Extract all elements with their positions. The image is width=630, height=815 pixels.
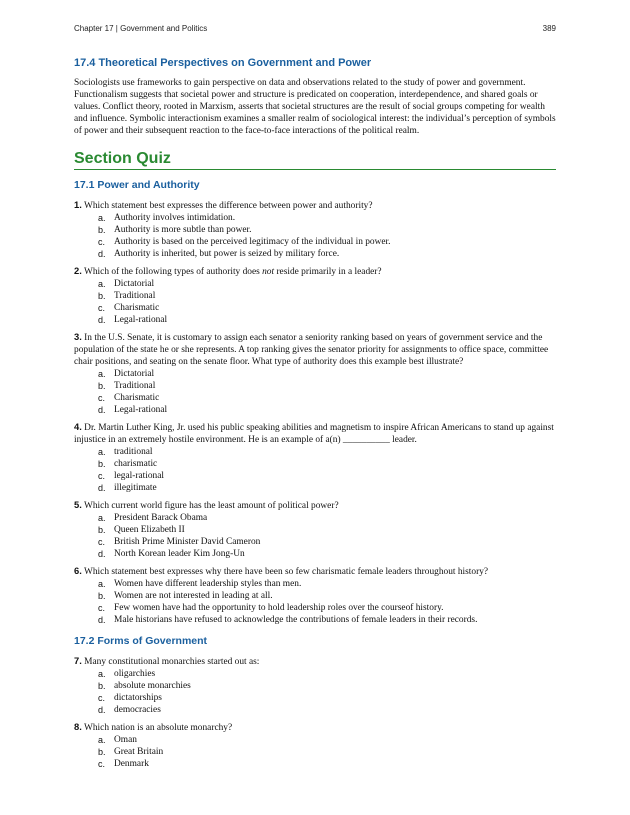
summary-paragraph: Sociologists use frameworks to gain perspective on data and observations related to the study of power and government. Functionalism suggests that societal power and structure is predicated on cooperation, interdependence, and shared goals or values. Conflict theory, rooted in Marxism, asserts that societal structures are the result of social groups competing for wealth and influence. Symbolic interactionism examines a smaller realm of sociological interest: the individual’s perception of symbols of power and their subsequent reaction to the face-to-face interactions of the political realm. <box>74 78 556 136</box>
question-number: 8. <box>74 721 82 732</box>
answer-options <box>74 212 556 260</box>
question-number: 3. <box>74 331 82 342</box>
option-text: Charismatic <box>114 303 160 313</box>
question-stem: Which current world figure has the least amount of political power? <box>84 501 339 511</box>
answer-option <box>74 758 556 770</box>
option-text: dictatorships <box>114 693 162 703</box>
option-letter: a. <box>98 447 106 457</box>
answer-option <box>74 290 556 302</box>
question-stem: Which nation is an absolute monarchy? <box>84 723 233 733</box>
answer-option <box>74 392 556 404</box>
option-text: Traditional <box>114 381 156 391</box>
option-letter: d. <box>98 549 106 559</box>
option-letter: b. <box>98 747 106 757</box>
option-letter: d. <box>98 483 106 493</box>
question-text <box>74 421 556 446</box>
answer-option <box>74 470 556 482</box>
answer-option <box>74 512 556 524</box>
option-text: Queen Elizabeth II <box>114 525 185 535</box>
option-letter: c. <box>98 303 106 313</box>
question-stem: Which of the following types of authority does <box>84 267 263 277</box>
question-stem: Which statement best expresses why there have been so few charismatic female leaders throughout history? <box>84 567 489 577</box>
option-letter: d. <box>98 249 106 259</box>
answer-option <box>74 692 556 704</box>
answer-option <box>74 446 556 458</box>
option-letter: c. <box>98 537 106 547</box>
answer-option <box>74 548 556 560</box>
option-text: democracies <box>114 705 161 715</box>
question-number: 6. <box>74 565 82 576</box>
quiz-subsection-title: 17.2 Forms of Government <box>74 635 208 647</box>
option-text: Male historians have refused to acknowledge the contributions of female leaders in their records. <box>114 615 478 625</box>
answer-option <box>74 578 556 590</box>
option-letter: a. <box>98 369 106 379</box>
option-letter: d. <box>98 705 106 715</box>
option-letter: c. <box>98 237 106 247</box>
option-text: oligarchies <box>114 669 156 679</box>
answer-option <box>74 458 556 470</box>
question-text <box>74 499 556 512</box>
question-number: 2. <box>74 265 82 276</box>
question-text <box>74 655 556 668</box>
answer-option <box>74 212 556 224</box>
quiz-question <box>74 655 556 716</box>
answer-option <box>74 224 556 236</box>
option-letter: b. <box>98 381 106 391</box>
option-text: Traditional <box>114 291 156 301</box>
quiz-question <box>74 265 556 326</box>
option-text: traditional <box>114 447 153 457</box>
option-text: Charismatic <box>114 393 160 403</box>
question-text <box>74 265 556 278</box>
option-letter: c. <box>98 603 106 613</box>
option-letter: a. <box>98 579 106 589</box>
option-text: illegitimate <box>114 483 157 493</box>
option-letter: b. <box>98 291 106 301</box>
option-text: Legal-rational <box>114 405 168 415</box>
option-text: Few women have had the opportunity to hold leadership roles over the courseof history. <box>114 603 444 613</box>
quiz-question <box>74 199 556 260</box>
quiz-question <box>74 331 556 416</box>
answer-option <box>74 278 556 290</box>
answer-option <box>74 248 556 260</box>
option-text: Women have different leadership styles than men. <box>114 579 302 589</box>
option-text: Authority involves intimidation. <box>114 213 236 223</box>
chapter-title: Chapter 17 | Government and Politics <box>74 24 208 33</box>
answer-option <box>74 482 556 494</box>
answer-options <box>74 368 556 416</box>
answer-options <box>74 512 556 560</box>
option-letter: d. <box>98 615 106 625</box>
answer-option <box>74 536 556 548</box>
option-text: Denmark <box>114 759 149 769</box>
answer-option <box>74 314 556 326</box>
question-text <box>74 565 556 578</box>
question-text <box>74 199 556 212</box>
option-letter: b. <box>98 459 106 469</box>
quiz-subsection-title: 17.1 Power and Authority <box>74 179 200 191</box>
option-text: absolute monarchies <box>114 681 191 691</box>
section-quiz-heading: Section Quiz <box>74 150 556 170</box>
answer-options <box>74 668 556 716</box>
question-number: 5. <box>74 499 82 510</box>
answer-option <box>74 614 556 626</box>
answer-options <box>74 446 556 494</box>
question-stem-end: reside primarily in a leader? <box>274 267 382 277</box>
option-letter: b. <box>98 681 106 691</box>
option-text: Authority is inherited, but power is seized by military force. <box>114 249 340 259</box>
answer-options <box>74 278 556 326</box>
answer-option <box>74 602 556 614</box>
question-stem: Many constitutional monarchies started out as: <box>84 657 260 667</box>
option-text: Women are not interested in leading at all. <box>114 591 273 601</box>
question-number: 1. <box>74 199 82 210</box>
question-stem: Which statement best expresses the difference between power and authority? <box>84 201 373 211</box>
option-letter: c. <box>98 393 106 403</box>
option-letter: c. <box>98 693 106 703</box>
answer-option <box>74 704 556 716</box>
answer-option <box>74 680 556 692</box>
answer-option <box>74 590 556 602</box>
option-text: Dictatorial <box>114 369 155 379</box>
answer-option <box>74 734 556 746</box>
quiz-question <box>74 721 556 770</box>
option-letter: c. <box>98 471 106 481</box>
option-letter: d. <box>98 315 106 325</box>
quiz-sections <box>74 179 556 770</box>
option-text: Authority is more subtle than power. <box>114 225 252 235</box>
question-emphasis: not <box>262 267 275 277</box>
option-text: President Barack Obama <box>114 513 208 523</box>
option-letter: a. <box>98 279 106 289</box>
quiz-question <box>74 499 556 560</box>
question-number: 7. <box>74 655 82 666</box>
option-letter: a. <box>98 735 106 745</box>
option-text: Legal-rational <box>114 315 168 325</box>
summary-section-title: 17.4 Theoretical Perspectives on Government and Power <box>74 57 372 69</box>
answer-option <box>74 524 556 536</box>
option-text: North Korean leader Kim Jong-Un <box>114 549 245 559</box>
page-number: 389 <box>542 24 556 33</box>
option-text: Dictatorial <box>114 279 155 289</box>
option-text: charismatic <box>114 459 158 469</box>
option-letter: b. <box>98 525 106 535</box>
answer-option <box>74 368 556 380</box>
option-text: Great Britain <box>114 747 164 757</box>
question-text <box>74 721 556 734</box>
option-text: Oman <box>114 735 137 745</box>
answer-option <box>74 236 556 248</box>
answer-options <box>74 578 556 626</box>
quiz-question <box>74 565 556 626</box>
option-text: Authority is based on the perceived legitimacy of the individual in power. <box>114 237 391 247</box>
answer-option <box>74 302 556 314</box>
option-text: British Prime Minister David Cameron <box>114 537 261 547</box>
option-letter: a. <box>98 513 106 523</box>
running-header <box>74 24 556 38</box>
page-content <box>74 56 556 775</box>
quiz-question <box>74 421 556 494</box>
question-stem: Dr. Martin Luther King, Jr. used his public speaking abilities and magnetism to inspire African Americans to stand up against injustice in an extremely hostile environment. He is an example of a(n) __________ leader. <box>74 423 554 445</box>
option-text: legal-rational <box>114 471 164 481</box>
question-stem: In the U.S. Senate, it is customary to assign each senator a seniority ranking based on years of government service and the population of the state he or she represents. A top ranking gives the senator priority for assignments to office space, committee chair positions, and seating on the senate floor. What type of authority does this example best illustrate? <box>74 333 549 367</box>
option-letter: b. <box>98 225 106 235</box>
question-text <box>74 331 556 368</box>
option-letter: a. <box>98 213 106 223</box>
option-letter: c. <box>98 759 106 769</box>
option-letter: a. <box>98 669 106 679</box>
option-letter: b. <box>98 591 106 601</box>
answer-option <box>74 380 556 392</box>
answer-option <box>74 404 556 416</box>
option-letter: d. <box>98 405 106 415</box>
answer-option <box>74 668 556 680</box>
answer-option <box>74 746 556 758</box>
answer-options <box>74 734 556 770</box>
question-number: 4. <box>74 421 82 432</box>
